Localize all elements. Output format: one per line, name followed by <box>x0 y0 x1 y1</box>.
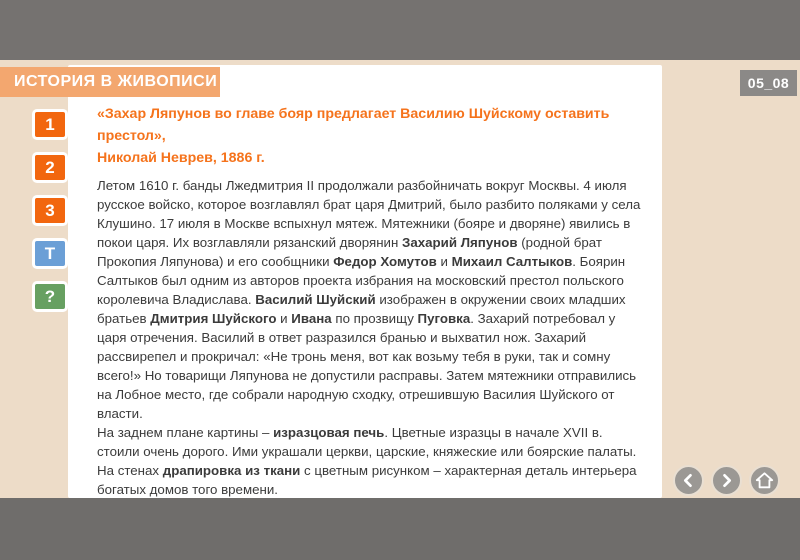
sidebar-item-help[interactable]: ? <box>32 281 68 312</box>
painting-title-line-2: Николай Неврев, 1886 г. <box>97 150 265 166</box>
sidebar-item-1[interactable]: 1 <box>32 109 68 140</box>
home-icon <box>754 470 775 491</box>
sidebar-item-2[interactable]: 2 <box>32 152 68 183</box>
page-number-badge <box>740 70 797 96</box>
navigation-controls <box>673 465 780 496</box>
page-number: 05_08 <box>747 75 790 91</box>
app-title-banner <box>0 67 220 97</box>
paragraph: На заднем плане картины – изразцовая печь. Цветные изразцы в начале XVII в. стоили очень дорого. Ими украшали церкви, царские, княжеские или боярские палаты. На стенах драпировка из ткани с цветным рисунком – характерная деталь интерьера богатых домов того времени. <box>97 425 637 497</box>
slide-content <box>97 103 648 499</box>
description-text <box>97 176 648 499</box>
top-band <box>0 0 800 60</box>
chevron-left-icon <box>679 471 698 490</box>
chevron-right-icon <box>717 471 736 490</box>
back-button[interactable] <box>673 465 704 496</box>
sidebar-item-text[interactable]: T <box>32 238 68 269</box>
forward-button[interactable] <box>711 465 742 496</box>
paragraph: Летом 1610 г. банды Лжедмитрия II продолжали разбойничать вокруг Москвы. 4 июля русское войско, которое возглавлял брат царя Дмитрий, было разбито поляками у села Клушино. 17 июля в Москве вспыхнул мятеж. Мятежники (бояре и дворяне) явились в покои царя. Их возглавляли рязанский дворянин Захарий Ляпунов (родной брат Прокопия Ляпунова) и его сообщники Федор Хомутов и Михаил Салтыков. Боярин Салтыков был одним из авторов проекта избрания на московский престол польского королевича Владислава. Василий Шуйский изображен в окружении своих младших братьев Дмитрия Шуйского и Ивана по прозвищу Пуговка. Захарий потребовал у царя отречения. Василий в ответ разразился бранью и выхватил нож. Захарий рассвирепел и прокричал: «Не тронь меня, вот как возьму тебя в руки, так и сомну всего!» Но товарищи Ляпунова не допустили расправы. Затем мятежники отправились на Лобное место, где собрали народную сходку, отрешившую Василия Шуйского от власти. <box>97 178 641 421</box>
painting-title-line-1: «Захар Ляпунов во главе бояр предлагает Василию Шуйскому оставить престол», <box>97 106 610 144</box>
sidebar-item-3[interactable]: 3 <box>32 195 68 226</box>
painting-title <box>97 103 648 169</box>
bottom-band <box>0 498 800 560</box>
home-button[interactable] <box>749 465 780 496</box>
app-title: ИСТОРИЯ В ЖИВОПИСИ <box>14 73 218 90</box>
